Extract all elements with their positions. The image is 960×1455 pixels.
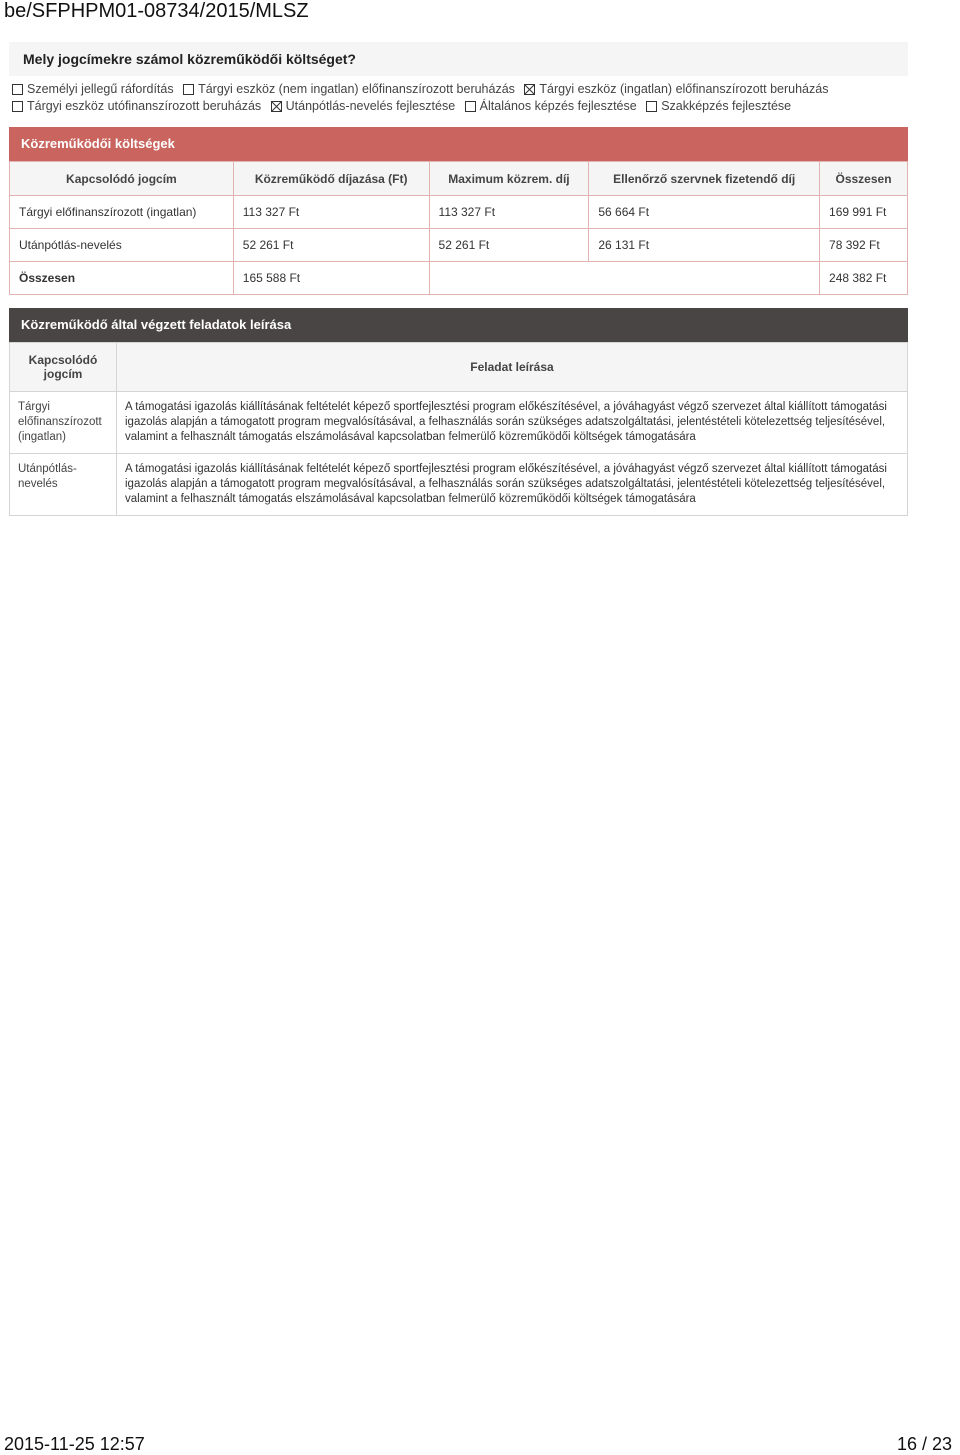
checkbox-altalanos-kepzes[interactable] — [465, 98, 637, 115]
checkbox-label: Szakképzés fejlesztése — [661, 99, 792, 113]
checkbox-nem-ingatlan[interactable] — [183, 81, 515, 98]
checkbox-row — [12, 98, 932, 115]
task-category: Tárgyi előfinanszírozott (ingatlan) — [10, 392, 117, 454]
table-row — [10, 454, 908, 516]
task-description: A támogatási igazolás kiállításának feltételét képező sportfejlesztési program előkészítésével, a jóváhagyást végző szervezet által kiállított támogatási igazolás alapján a támogatott program megvalósításával, a felhasználás során szükséges adatszolgáltatási, jelentéstételi kötelezettség teljesítésével, valamint a felhasznált támogatás elszámolásával kapcsolatban felmerülő közreműködői költségek támogatására — [117, 392, 908, 454]
table-row — [10, 229, 908, 262]
column-header: Feladat leírása — [117, 343, 908, 392]
checkbox-box[interactable] — [646, 101, 657, 112]
checked-x-icon — [272, 102, 281, 111]
checkbox-label: Utánpótlás-nevelés fejlesztése — [285, 99, 456, 113]
grand-total-cell: 248 382 Ft — [820, 262, 908, 295]
checked-x-icon — [525, 85, 534, 94]
column-header: Összesen — [820, 162, 908, 196]
tasks-section-title: Közreműködő által végzett feladatok leírása — [9, 308, 908, 342]
jogcim-checkbox-group — [12, 81, 932, 115]
checkbox-szemelyi[interactable] — [12, 81, 174, 98]
question-heading: Mely jogcímekre számol közreműködői költséget? — [9, 42, 908, 76]
footer-page-number: 16 / 23 — [896, 1434, 952, 1454]
control-fee-cell: 26 131 Ft — [589, 229, 820, 262]
table-header-row — [10, 162, 908, 196]
total-cell: 78 392 Ft — [820, 229, 908, 262]
footer-timestamp: 2015-11-25 12:57 — [4, 1434, 145, 1454]
task-description: A támogatási igazolás kiállításának feltételét képező sportfejlesztési program előkészítésével, a jóváhagyást végző szervezet által kiállított támogatási igazolás alapján a támogatott program megvalósításával, a felhasználás során szükséges adatszolgáltatási, jelentéstételi kötelezettség teljesítésével, valamint a felhasznált támogatás elszámolásával kapcsolatban felmerülő közreműködői költségek támogatására — [117, 454, 908, 516]
checkbox-szakkepzes[interactable] — [646, 98, 791, 115]
checkbox-label: Személyi jellegű ráfordítás — [27, 82, 174, 96]
column-header: Maximum közrem. díj — [429, 162, 589, 196]
checkbox-label: Általános képzés fejlesztése — [479, 99, 637, 113]
checkbox-label: Tárgyi eszköz (ingatlan) előfinanszírozott beruházás — [539, 82, 829, 96]
fee-cell: 113 327 Ft — [233, 196, 429, 229]
checkbox-utanpotlas[interactable] — [271, 98, 456, 115]
checkbox-box[interactable] — [183, 84, 194, 95]
total-fee-cell: 165 588 Ft — [233, 262, 429, 295]
checkbox-label: Tárgyi eszköz (nem ingatlan) előfinanszírozott beruházás — [198, 82, 515, 96]
checkbox-label: Tárgyi eszköz utófinanszírozott beruházás — [27, 99, 262, 113]
control-fee-cell: 56 664 Ft — [589, 196, 820, 229]
table-header-row — [10, 343, 908, 392]
checkbox-box[interactable] — [524, 84, 535, 95]
row-label: Tárgyi előfinanszírozott (ingatlan) — [10, 196, 234, 229]
checkbox-box[interactable] — [271, 101, 282, 112]
checkbox-utofinanszirozott[interactable] — [12, 98, 261, 115]
checkbox-box[interactable] — [12, 84, 23, 95]
total-row — [10, 262, 908, 295]
checkbox-box[interactable] — [12, 101, 23, 112]
checkbox-row — [12, 81, 932, 98]
table-row — [10, 392, 908, 454]
document-id: be/SFPHPM01-08734/2015/MLSZ — [4, 0, 309, 22]
checkbox-ingatlan[interactable] — [524, 81, 828, 98]
column-header: Kapcsolódó jogcím — [10, 343, 117, 392]
column-header: Kapcsolódó jogcím — [10, 162, 234, 196]
fee-cell: 52 261 Ft — [233, 229, 429, 262]
total-label: Összesen — [10, 262, 234, 295]
column-header: Ellenőrző szervnek fizetendő díj — [589, 162, 820, 196]
table-row — [10, 196, 908, 229]
max-fee-cell: 113 327 Ft — [429, 196, 589, 229]
column-header: Közreműködő díjazása (Ft) — [233, 162, 429, 196]
tasks-table — [9, 342, 908, 516]
costs-table — [9, 161, 908, 295]
max-fee-cell: 52 261 Ft — [429, 229, 589, 262]
total-cell: 169 991 Ft — [820, 196, 908, 229]
empty-cell — [429, 262, 819, 295]
task-category: Utánpótlás-nevelés — [10, 454, 117, 516]
row-label: Utánpótlás-nevelés — [10, 229, 234, 262]
checkbox-box[interactable] — [465, 101, 476, 112]
costs-section-title: Közreműködői költségek — [9, 127, 908, 161]
